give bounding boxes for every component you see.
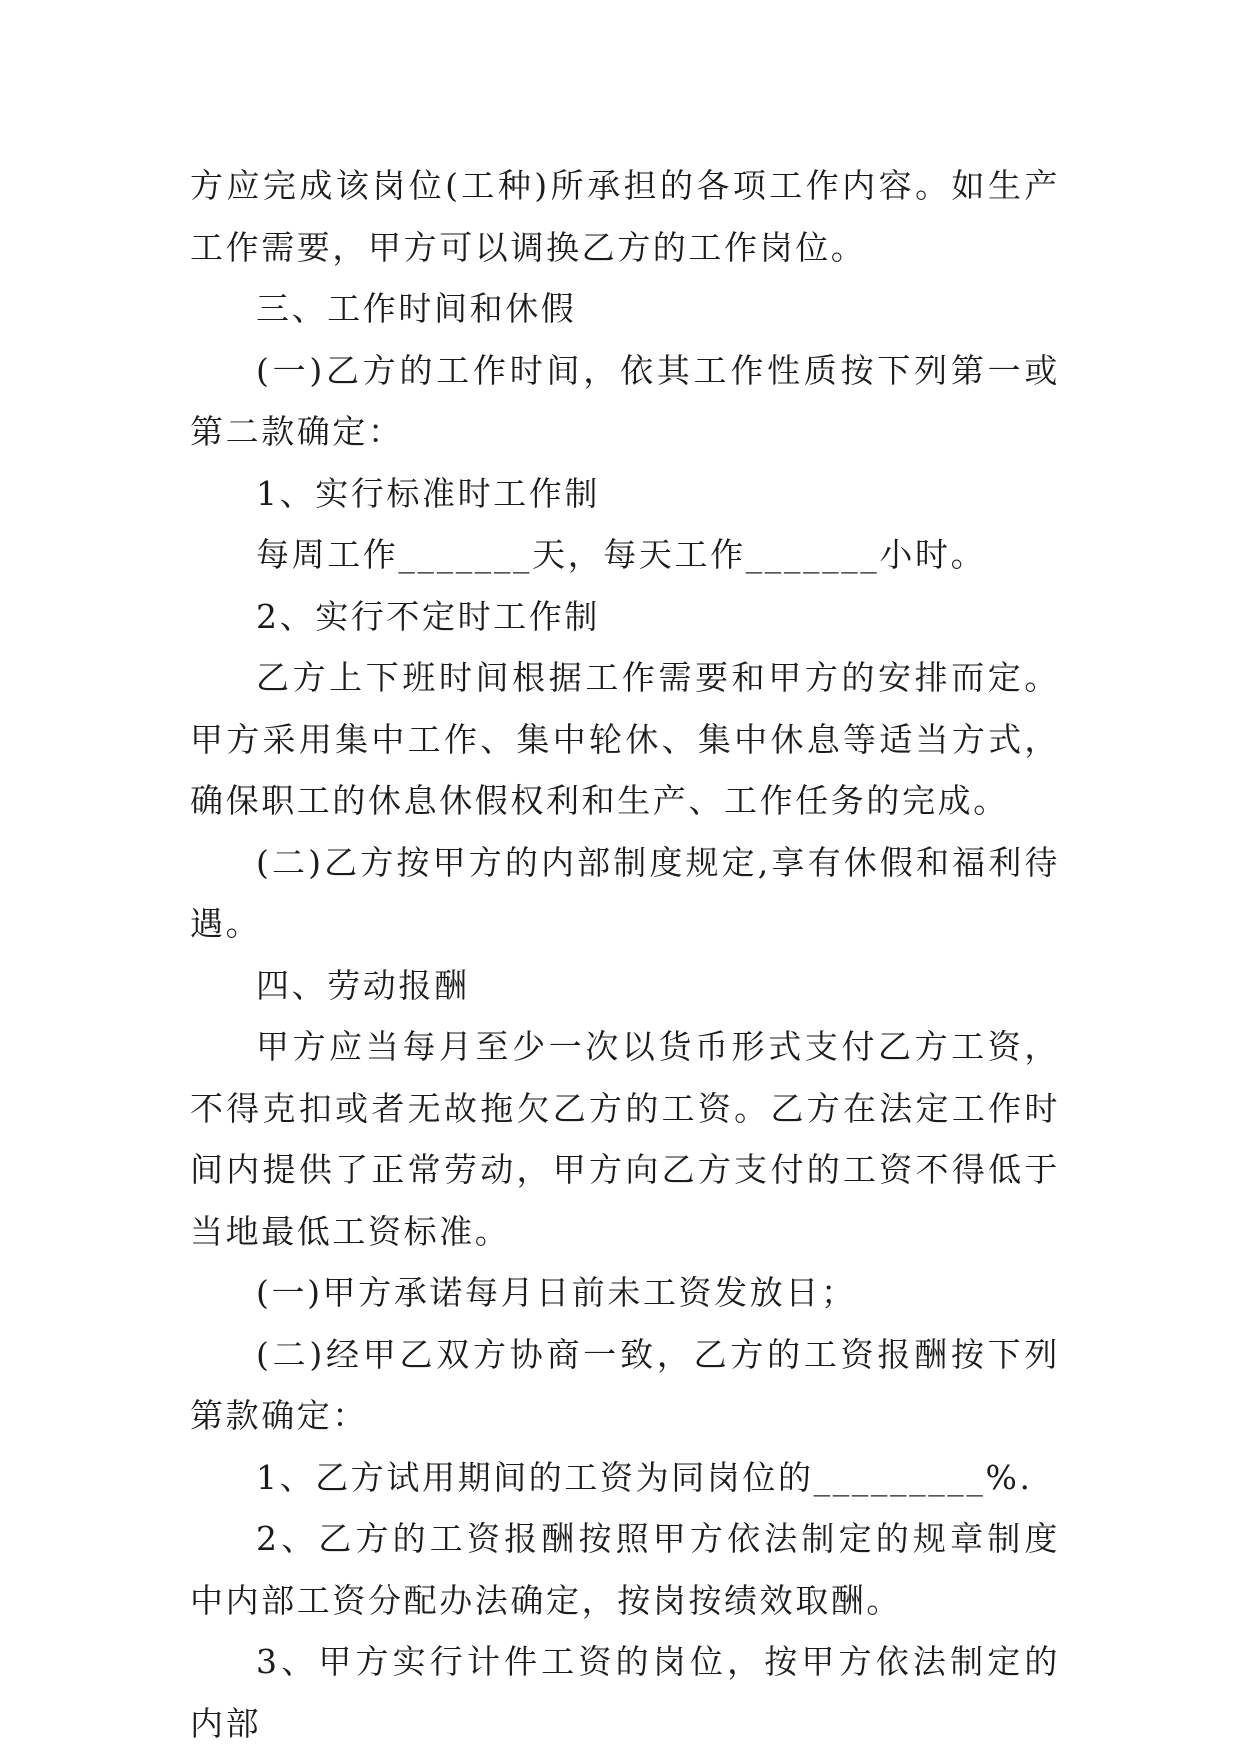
paragraph: 每周工作_______天，每天工作_______小时。 bbox=[256, 535, 987, 574]
list-item: 2、乙方的工资报酬按照甲方依法制定的规章制度中内部工资分配办法确定，按岗按绩效取酬。 bbox=[190, 1519, 1060, 1620]
paragraph: 甲方应当每月至少一次以货币形式支付乙方工资，不得克扣或者无故拖欠乙方的工资。乙方在法定工作时间内提供了正常劳动，甲方向乙方支付的工资不得低于当地最低工资标准。 bbox=[190, 1027, 1060, 1251]
paragraph: (一)乙方的工作时间，依其工作性质按下列第一或第二款确定： bbox=[190, 350, 1060, 451]
list-item: 3、甲方实行计件工资的岗位，按甲方依法制定的内部 bbox=[190, 1642, 1060, 1743]
list-item: 1、乙方试用期间的工资为同岗位的_________%. bbox=[256, 1457, 1033, 1497]
section-heading: 三、工作时间和休假 bbox=[256, 289, 577, 328]
paragraph: (一)甲方承诺每月日前未工资发放日； bbox=[256, 1273, 857, 1312]
list-item: 1、实行标准时工作制 bbox=[256, 473, 600, 513]
paragraph: 乙方上下班时间根据工作需要和甲方的安排而定。甲方采用集中工作、集中轮休、集中休息等适当方式，确保职工的休息休假权利和生产、工作任务的完成。 bbox=[190, 658, 1060, 820]
list-item: 2、实行不定时工作制 bbox=[256, 596, 600, 636]
paragraph: (二)经甲乙双方协商一致，乙方的工资报酬按下列第款确定： bbox=[190, 1334, 1060, 1435]
paragraph: 方应完成该岗位(工种)所承担的各项工作内容。如生产工作需要，甲方可以调换乙方的工作岗位。 bbox=[190, 166, 1060, 267]
document-body bbox=[190, 155, 1060, 1754]
paragraph: (二)乙方按甲方的内部制度规定,享有休假和福利待遇。 bbox=[190, 842, 1060, 943]
section-heading: 四、劳动报酬 bbox=[256, 965, 470, 1005]
